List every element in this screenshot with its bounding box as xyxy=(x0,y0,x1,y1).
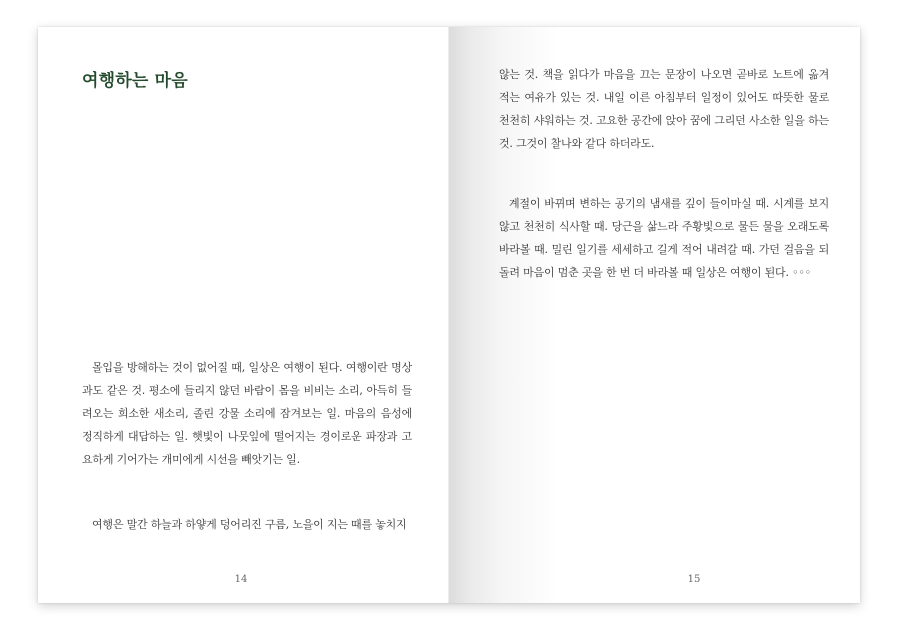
left-paragraph-1: 몰입을 방해하는 것이 없어질 때, 일상은 여행이 된다. 여행이란 명상과도 같은 것. 평소에 들리지 않던 바람이 몸을 비비는 소리, 아득히 들려오는 희소한 새소리, 졸린 강물 소리에 잠겨보는 일. 마음의 음성에 정직하게 대답하는 일. 햇빛이 나뭇잎에 떨어지는 경이로운 파장과 고요하게 기어가는 개미에게 시선을 빼앗기는 일. xyxy=(82,361,412,466)
right-page-number: 15 xyxy=(687,574,701,585)
left-paragraph-2: 여행은 말간 하늘과 하얗게 덩어리진 구름, 노을이 지는 때를 놓치지 xyxy=(92,518,407,531)
left-page-number: 14 xyxy=(234,574,248,585)
right-paragraph-2: 계절이 바뀌며 변하는 공기의 냄새를 깊이 들이마실 때. 시계를 보지 않고 천천히 식사할 때. 당근을 삶느라 주황빛으로 물든 물을 오래도록 바라볼 때. 밀린 일기를 세세하고 길게 적어 내려갈 때. 가던 걸음을 되돌려 마음이 멈춘 곳을 한 번 더 바라볼 때 일상은 여행이 된다. ◦◦◦ xyxy=(499,197,829,279)
chapter-title: 여행하는 마음 xyxy=(82,71,188,91)
open-book xyxy=(38,27,860,603)
right-paragraph-1: 않는 것. 책을 읽다가 마음을 끄는 문장이 나오면 곧바로 노트에 옮겨 적는 여유가 있는 것. 내일 이른 아침부터 일정이 있어도 따뜻한 물로 천천히 샤워하는 것. 고요한 공간에 앉아 꿈에 그리던 사소한 일을 하는 것. 그것이 찰나와 같다 하더라도. xyxy=(499,68,829,150)
right-page xyxy=(449,27,860,603)
left-page xyxy=(38,27,449,603)
